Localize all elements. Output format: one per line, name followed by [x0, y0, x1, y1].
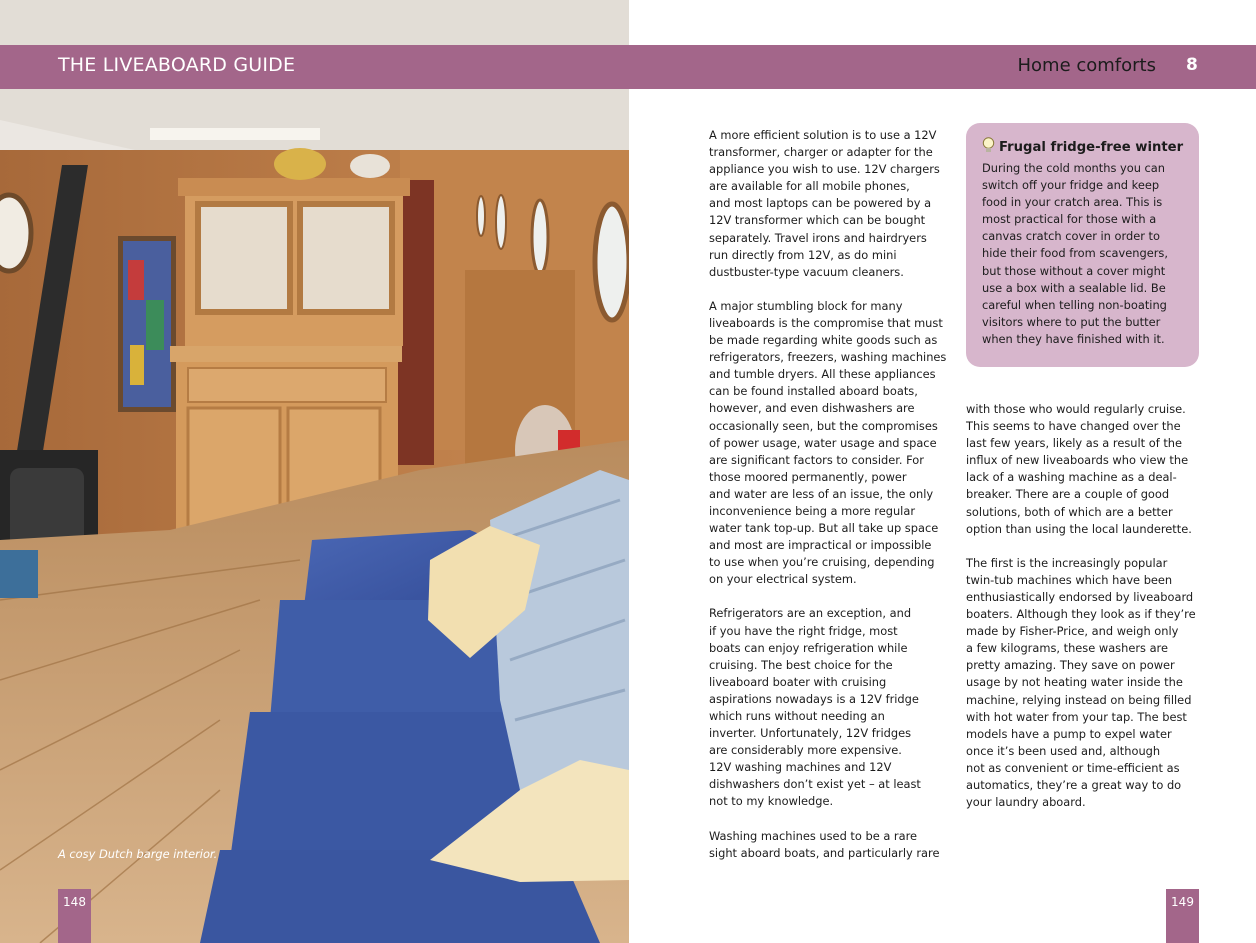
paragraph: A more efficient solution is to use a 12V transformer, charger or adapter for the appliance you wish to use. 12V chargers are available for all mobile phones, and most laptops can be powered by a 12V transformer which can be bought separately. Travel irons and hairdryers run directly from 12V, as do mini dustbuster-type vacuum cleaners. [709, 128, 940, 279]
tip-title: Frugal fridge-free winter [999, 140, 1184, 155]
chapter-title: Home comforts [1017, 55, 1156, 76]
chapter-number: 8 [1186, 55, 1198, 75]
text-column-left [709, 127, 954, 879]
paragraph: A major stumbling block for many liveaboards is the compromise that must be made regarding white goods such as refrigerators, freezers, washing machines and tumble dryers. All these appliances can be found installed aboard boats, however, and even dishwashers are occasionally seen, but the compromises of power usage, water usage and space are significant factors to consider. For those moored permanently, power and water are less of an issue, the only inconvenience being a more regular water tank top-up. But all take up space and most are impractical or impossible to use when you’re cruising, depending on your electrical system. [709, 298, 947, 587]
tip-body: During the cold months you can switch off your fridge and keep food in your cratch area. This is most practical for those with a canvas cratch cover in order to hide their food from scavengers, but those without a cover might use a box with a sealable lid. Be careful when telling non-boating visitors where to put the butter when they have finished with it. [982, 161, 1168, 346]
paragraph: Washing machines used to be a rare sight aboard boats, and particularly rare [709, 828, 940, 860]
tip-heading [982, 137, 1199, 158]
book-title: THE LIVEABOARD GUIDE [58, 54, 296, 76]
paragraph: The first is the increasingly popular twin-tub machines which have been enthusiastically endorsed by liveaboard boaters. Although they look as if they’re made by Fisher-Price, and weigh only a few kilograms, these washers are pretty amazing. They save on power usage by not heating water inside the machine, relying instead on being filled with hot water from your tap. The best models have a pump to expel water once it’s been used and, although not as convenient or time-efficient as automatics, they’re a great way to do your laundry aboard. [966, 555, 1196, 810]
photo-caption: A cosy Dutch barge interior. [58, 847, 218, 861]
text-column-right [966, 401, 1206, 828]
page-number-right: 149 [1166, 889, 1199, 943]
paragraph: with those who would regularly cruise. This seems to have changed over the last few years, likely as a result of the influx of new liveaboards who view the lack of a washing machine as a deal- breaker. There are a couple of good solutions, both of which are a better option than using the local launderette. [966, 402, 1192, 536]
paragraph: Refrigerators are an exception, and if you have the right fridge, most boats can enjoy refrigeration while cruising. The best choice for the liveaboard boater with cruising aspirations nowadays is a 12V fridge which runs without needing an inverter. Unfortunately, 12V fridges are considerably more expensive. 12V washing machines and 12V dishwashers don’t exist yet – at least not to my knowledge. [709, 606, 921, 809]
page-number-left: 148 [58, 889, 91, 943]
tip-box [966, 123, 1199, 367]
lightbulb-icon [982, 137, 995, 158]
